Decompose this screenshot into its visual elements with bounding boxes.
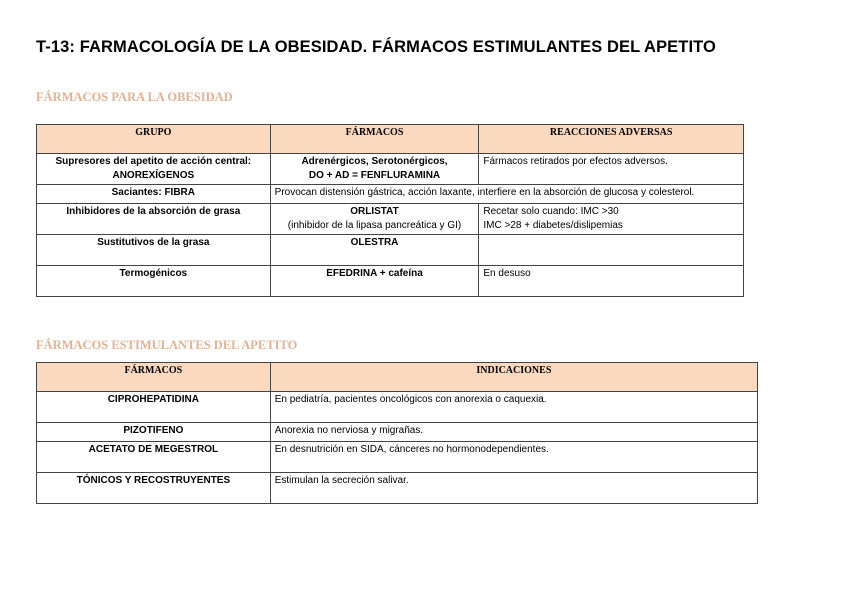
obesity-drugs-table bbox=[36, 124, 744, 297]
cell-text: (inhibidor de la lipasa pancreática y GI) bbox=[287, 220, 462, 231]
cell-text: ORLISTAT bbox=[350, 206, 399, 217]
cell-indicacion: Estimulan la secreción salivar. bbox=[270, 473, 757, 504]
table-row bbox=[37, 204, 744, 235]
cell-farmacos-span: Provocan distensión gástrica, acción laxante, interfiere en la absorción de glucosa y colesterol. bbox=[270, 185, 743, 204]
cell-text: IMC >28 + diabetes/dislipemias bbox=[483, 220, 623, 231]
cell-grupo: Termogénicos bbox=[37, 266, 271, 297]
header-indicaciones: INDICACIONES bbox=[270, 363, 757, 392]
cell-text: DO + AD = FENFLURAMINA bbox=[308, 170, 441, 181]
cell-farmacos: OLESTRA bbox=[270, 235, 479, 266]
table-row bbox=[37, 473, 758, 504]
cell-indicacion: En desnutrición en SIDA, cánceres no hormonodependientes. bbox=[270, 442, 757, 473]
cell-reacciones bbox=[479, 204, 744, 235]
cell-farmaco: CIPROHEPATIDINA bbox=[37, 392, 271, 423]
cell-farmaco: PIZOTIFENO bbox=[37, 423, 271, 442]
cell-farmacos bbox=[270, 154, 479, 185]
cell-grupo bbox=[37, 154, 271, 185]
cell-text: Recetar solo cuando: IMC >30 bbox=[483, 206, 619, 217]
cell-indicacion: En pediatría, pacientes oncológicos con anorexia o caquexia. bbox=[270, 392, 757, 423]
cell-grupo: Sustitutivos de la grasa bbox=[37, 235, 271, 266]
cell-reacciones: En desuso bbox=[479, 266, 744, 297]
table-row bbox=[37, 423, 758, 442]
cell-text: Adrenérgicos, Serotonérgicos, bbox=[301, 156, 448, 167]
table-header-row bbox=[37, 363, 758, 392]
cell-reacciones: Fármacos retirados por efectos adversos. bbox=[479, 154, 744, 185]
header-reacciones: REACCIONES ADVERSAS bbox=[479, 125, 744, 154]
cell-reacciones bbox=[479, 235, 744, 266]
cell-farmaco: TÓNICOS Y RECOSTRUYENTES bbox=[37, 473, 271, 504]
header-grupo: GRUPO bbox=[37, 125, 271, 154]
cell-indicacion: Anorexia no nerviosa y migrañas. bbox=[270, 423, 757, 442]
table-row bbox=[37, 266, 744, 297]
header-farmacos: FÁRMACOS bbox=[37, 363, 271, 392]
section-heading-obesidad: FÁRMACOS PARA LA OBESIDAD bbox=[36, 90, 233, 104]
table-row bbox=[37, 442, 758, 473]
table-row bbox=[37, 154, 744, 185]
table-header-row bbox=[37, 125, 744, 154]
header-farmacos: FÁRMACOS bbox=[270, 125, 479, 154]
cell-farmaco: ACETATO DE MEGESTROL bbox=[37, 442, 271, 473]
cell-farmacos bbox=[270, 204, 479, 235]
cell-text: Supresores del apetito de acción central: bbox=[55, 156, 252, 167]
cell-grupo: Saciantes: FIBRA bbox=[37, 185, 271, 204]
table-row bbox=[37, 392, 758, 423]
cell-grupo: Inhibidores de la absorción de grasa bbox=[37, 204, 271, 235]
appetite-drugs-table bbox=[36, 362, 758, 504]
table-row bbox=[37, 235, 744, 266]
cell-text: ANOREXÍGENOS bbox=[112, 170, 195, 181]
cell-farmacos: EFEDRINA + cafeína bbox=[270, 266, 479, 297]
table-row bbox=[37, 185, 744, 204]
section-heading-apetito: FÁRMACOS ESTIMULANTES DEL APETITO bbox=[36, 338, 298, 352]
page-title: T-13: FARMACOLOGÍA DE LA OBESIDAD. FÁRMACOS ESTIMULANTES DEL APETITO bbox=[36, 38, 716, 56]
